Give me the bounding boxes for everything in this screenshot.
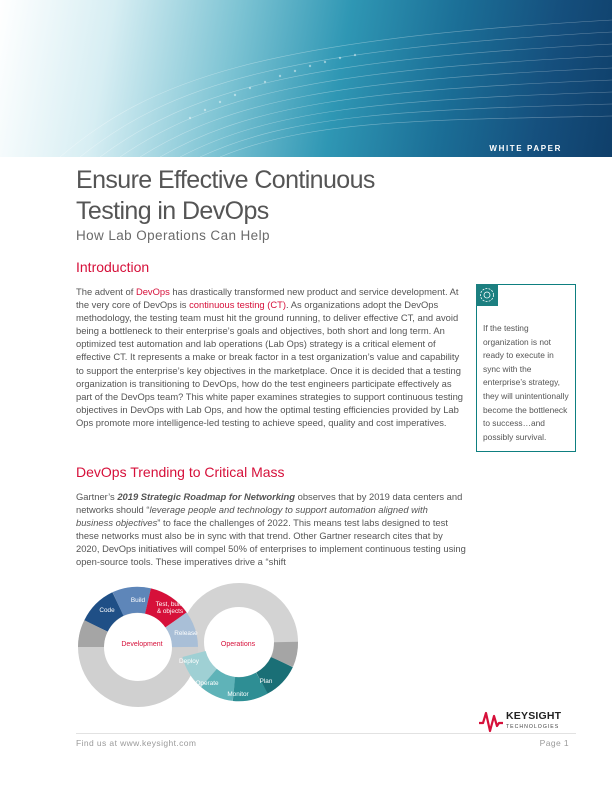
release-label: Release xyxy=(174,630,198,637)
document-type-label: WHITE PAPER xyxy=(489,144,562,153)
deploy-label: Deploy xyxy=(179,658,199,665)
plan-label: Plan xyxy=(259,678,273,685)
sidebar-callout xyxy=(476,284,576,452)
trending-paragraph xyxy=(76,490,466,569)
header-banner xyxy=(0,0,612,157)
monitor-label: Monitor xyxy=(227,691,249,698)
trend-text-c: ” to face the challenges of 2022. This means test labs designed to test these networks must also be in sync with that trend. Other Gartner research cites that by 2020, DevOps initiatives will compel 50% of enterprises to implement continuous testing using open-source tools. These imperatives drive a “shift xyxy=(76,517,466,568)
footer-website-link[interactable]: Find us at www.keysight.com xyxy=(76,738,197,748)
roadmap-reference: 2019 Strategic Roadmap for Networking xyxy=(117,491,295,502)
keysight-wave-icon xyxy=(478,709,504,733)
monitor-segment xyxy=(234,683,262,689)
left-gray-segment xyxy=(91,626,96,647)
page-number: Page 1 xyxy=(539,738,569,748)
intro-text-b: has drastically transformed new product and service development. At the very core of DevOps is xyxy=(76,286,459,311)
wave-pattern-decoration xyxy=(0,0,612,157)
right-gray-segment xyxy=(282,642,286,662)
continuous-testing-link[interactable]: continuous testing (CT) xyxy=(189,299,286,311)
gear-icon xyxy=(476,284,498,306)
intro-text-c: . As organizations adopt the DevOps methodology, the testing team must hit the ground running, to deliver effective CT, and avoid being a bottleneck to their enterprise’s goals and objectives, both short and long term. An optimized test automation and lab operations (Lab Ops) strategy is a critical element of effective CT. It represents a make or break factor in a test organization’s value and capability to support the enterprise’s key objectives in the marketplace. Once it is decided that a testing organization is transitioning to DevOps, how do the test engineers participate effectively as part of the DevOps team? This white paper examines strategies to support continuous testing objectives in DevOps with Lab Ops, and how the optimal testing efficiencies provided by Lab Ops promote more intelligence-led testing to achieve speed, quality and cost imperatives. xyxy=(76,299,464,428)
logo-subtitle: TECHNOLOGIES xyxy=(506,724,560,730)
development-label: Development xyxy=(121,641,163,648)
build-label: Build xyxy=(130,597,146,604)
gartner-quote: leverage people and technology to support automation aligned with business objectives xyxy=(76,504,428,529)
trend-text-a: Gartner’s xyxy=(76,491,118,502)
test-label-line-2: & objects xyxy=(156,608,184,615)
trending-heading: DevOps Trending to Critical Mass xyxy=(76,464,285,480)
page-title xyxy=(76,165,436,227)
operate-label: Operate xyxy=(195,680,219,687)
page-subtitle: How Lab Operations Can Help xyxy=(76,228,270,243)
footer-divider xyxy=(76,733,576,734)
operations-label: Operations xyxy=(220,641,256,648)
trend-text-b: observes that by 2019 data centers and networks should “ xyxy=(76,491,463,516)
logo-name: KEYSIGHT xyxy=(506,710,562,722)
intro-text-a: The advent of xyxy=(76,286,136,297)
sidebar-text: If the testing organization is not ready to execute in sync with the enterprise’s strategy, they will unintentionally become the bottleneck to success…and possibly survival. xyxy=(483,323,569,442)
title-line-2: Testing in DevOps xyxy=(76,197,269,225)
devops-link[interactable]: DevOps xyxy=(135,286,170,297)
devops-cycle-diagram xyxy=(76,580,306,740)
introduction-paragraph xyxy=(76,285,466,429)
code-label: Code xyxy=(99,607,115,614)
introduction-heading: Introduction xyxy=(76,259,150,275)
title-line-1: Ensure Effective Continuous xyxy=(76,166,375,194)
test-label-line-1: Test, build xyxy=(155,601,185,608)
